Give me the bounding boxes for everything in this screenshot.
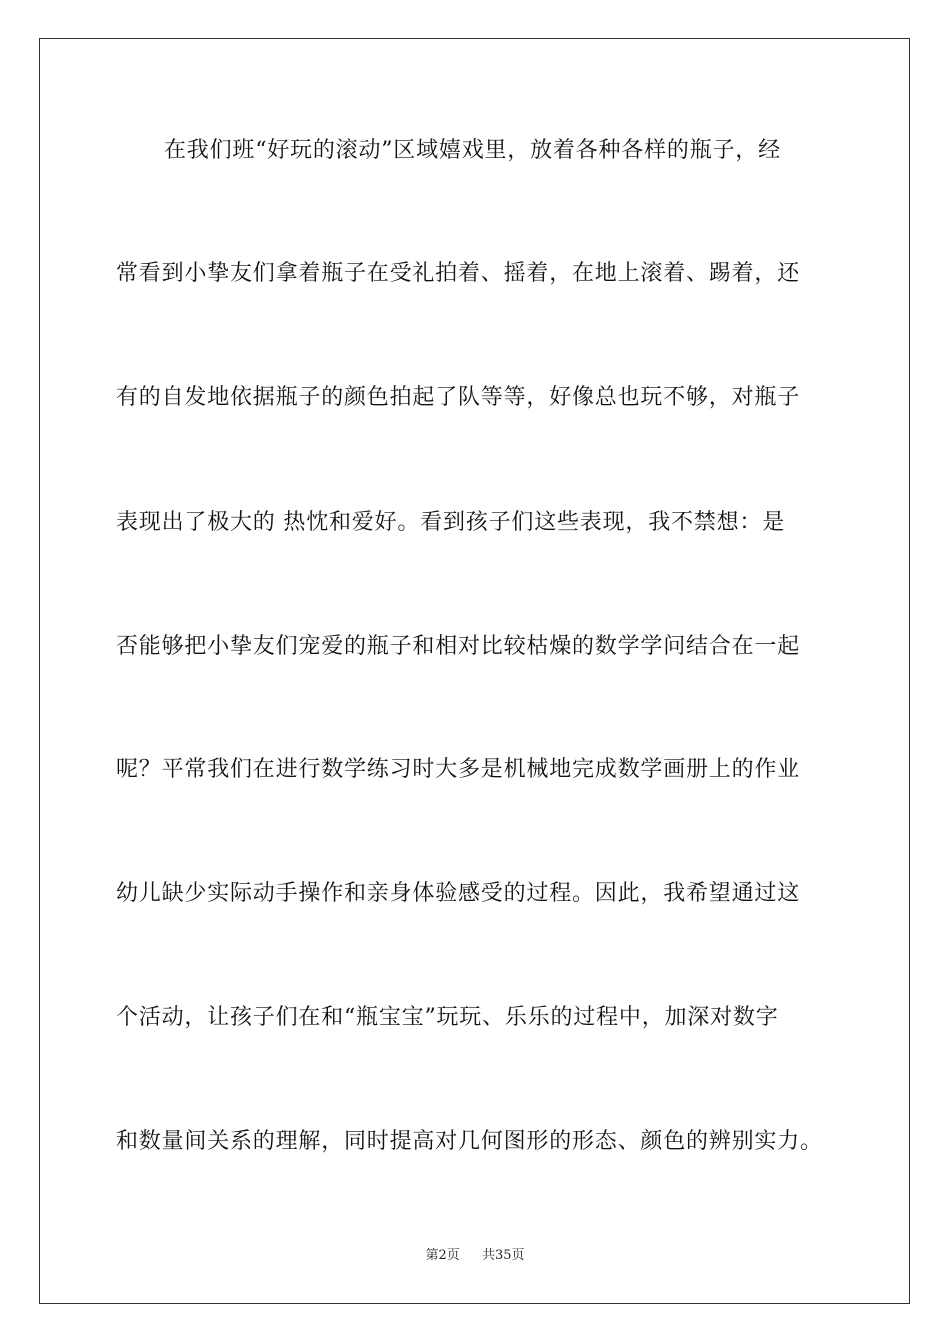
paragraph-line: 呢？平常我们在进行数学练习时大多是机械地完成数学画册上的作业 bbox=[116, 757, 801, 782]
paragraph-line: 个活动，让孩子们在和“瓶宝宝”玩玩、乐乐的过程中，加深对数字 bbox=[116, 1005, 779, 1030]
page-number: 第2页 bbox=[425, 1248, 460, 1263]
page-footer bbox=[0, 1247, 950, 1265]
paragraph-line: 表现出了极大的 热忱和爱好。看到孩子们这些表现，我不禁想：是 bbox=[116, 510, 785, 535]
page-border bbox=[39, 38, 910, 1304]
paragraph-line: 有的自发地依据瓶子的颜色拍起了队等等，好像总也玩不够，对瓶子 bbox=[116, 385, 801, 410]
paragraph-line: 幼儿缺少实际动手操作和亲身体验感受的过程。因此，我希望通过这 bbox=[116, 881, 801, 906]
paragraph-line: 在我们班“好玩的滚动”区域嬉戏里，放着各种各样的瓶子，经 bbox=[164, 138, 781, 163]
page-total: 共35页 bbox=[482, 1248, 525, 1263]
paragraph-line: 和数量间关系的理解，同时提高对几何图形的形态、颜色的辨别实力。 bbox=[116, 1129, 823, 1154]
paragraph-line: 否能够把小挚友们宠爱的瓶子和相对比较枯燥的数学学问结合在一起 bbox=[116, 634, 801, 659]
paragraph-line: 常看到小挚友们拿着瓶子在受礼拍着、摇着，在地上滚着、踢着，还 bbox=[116, 261, 801, 286]
